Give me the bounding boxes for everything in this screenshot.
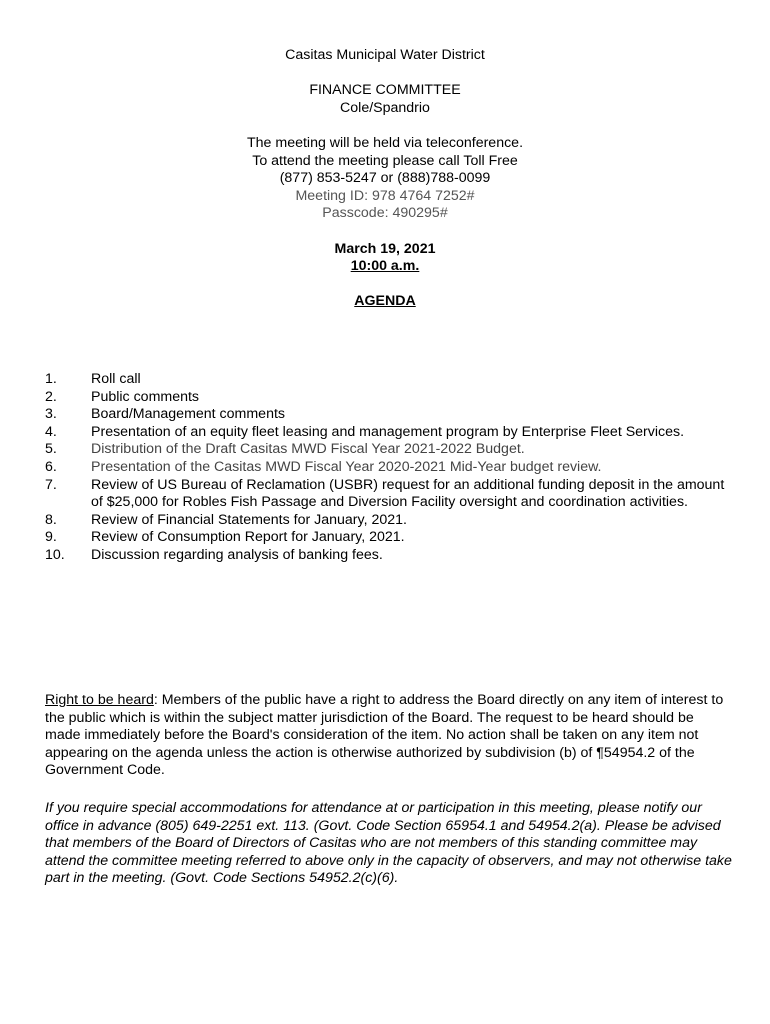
agenda-item-text: Presentation of the Casitas MWD Fiscal Year 2020-2021 Mid-Year budget review. <box>91 458 602 475</box>
agenda-item <box>45 512 735 530</box>
agenda-item-number: 4. <box>45 423 57 440</box>
agenda-item <box>45 371 735 389</box>
agenda-item-number: 2. <box>45 388 57 405</box>
agenda-item <box>45 459 735 477</box>
agenda-item-number: 5. <box>45 441 57 458</box>
agenda-item <box>45 424 735 442</box>
agenda-item <box>45 547 735 565</box>
agenda-item-number: 10. <box>45 546 65 563</box>
right-to-be-heard-heading: Right to be heard <box>45 692 154 708</box>
phone-numbers: (877) 853-5247 or (888)788-0099 <box>279 170 491 187</box>
agenda-item-number: 9. <box>45 529 57 546</box>
committee-members: Cole/Spandrio <box>340 99 430 116</box>
agenda-item <box>45 406 735 424</box>
agenda-item-text: Review of Financial Statements for January, 2021. <box>91 511 407 528</box>
passcode: Passcode: 490295# <box>322 205 448 222</box>
meeting-id: Meeting ID: 978 4764 7252# <box>295 187 475 204</box>
agenda-item <box>45 477 735 512</box>
agenda-item-number: 3. <box>45 406 57 423</box>
agenda-item-number: 1. <box>45 371 57 387</box>
agenda-item <box>45 389 735 407</box>
agenda-item <box>45 529 735 547</box>
agenda-item-number: 6. <box>45 458 57 475</box>
meeting-time: 10:00 a.m. <box>350 258 420 275</box>
accommodations-notice: If you require special accommodations for attendance at or participation in this meeting, please notify our office in advance (805) 649-2251 ext. 113. (Govt. Code Section 65954.1 and 54954.2(a). Please be advised that members of the Board of Directors of Casitas who are not members of this standing committee may attend the committee meeting referred to above only in the capacity of observers, and may not otherwise take part in the meeting. (Govt. Code Sections 54952.2(c)(6). <box>45 800 732 887</box>
agenda-item-text: Review of Consumption Report for January, 2021. <box>91 529 405 546</box>
committee-name: FINANCE COMMITTEE <box>309 82 461 99</box>
call-instructions: To attend the meeting please call Toll Free <box>252 152 518 169</box>
agenda-header <box>0 47 770 311</box>
agenda-item-text: Roll call <box>91 371 141 387</box>
agenda-item <box>45 441 735 459</box>
right-to-be-heard <box>45 692 725 780</box>
agenda-item-text: Distribution of the Draft Casitas MWD Fiscal Year 2021-2022 Budget. <box>91 441 525 458</box>
agenda-item-text: Review of US Bureau of Reclamation (USBR) request for an additional funding deposit in the amount of $25,000 for Robles Fish Passage and Diversion Facility oversight and coordination activities. <box>91 476 725 511</box>
agenda-title: AGENDA <box>354 293 416 310</box>
agenda-item-text: Board/Management comments <box>91 406 285 423</box>
district-name: Casitas Municipal Water District <box>285 47 485 63</box>
agenda-item-text: Public comments <box>91 388 200 405</box>
agenda-list <box>45 371 735 565</box>
agenda-item-text: Presentation of an equity fleet leasing and management program by Enterprise Fleet Services. <box>91 423 685 440</box>
agenda-item-number: 8. <box>45 511 57 528</box>
teleconference-note: The meeting will be held via teleconference. <box>246 134 524 151</box>
right-to-be-heard-body: : Members of the public have a right to address the Board directly on any item of interest to the public which is within the subject matter jurisdiction of the Board. The request to be heard should be made immediately before the Board's consideration of the item. No action shall be taken on any item not appearing on the agenda unless the action is otherwise authorized by subdivision (b) of ¶54954.2 of the Government Code. <box>45 692 724 779</box>
agenda-item-number: 7. <box>45 476 57 493</box>
agenda-item-text: Discussion regarding analysis of banking fees. <box>91 546 383 563</box>
meeting-date: March 19, 2021 <box>334 240 436 257</box>
